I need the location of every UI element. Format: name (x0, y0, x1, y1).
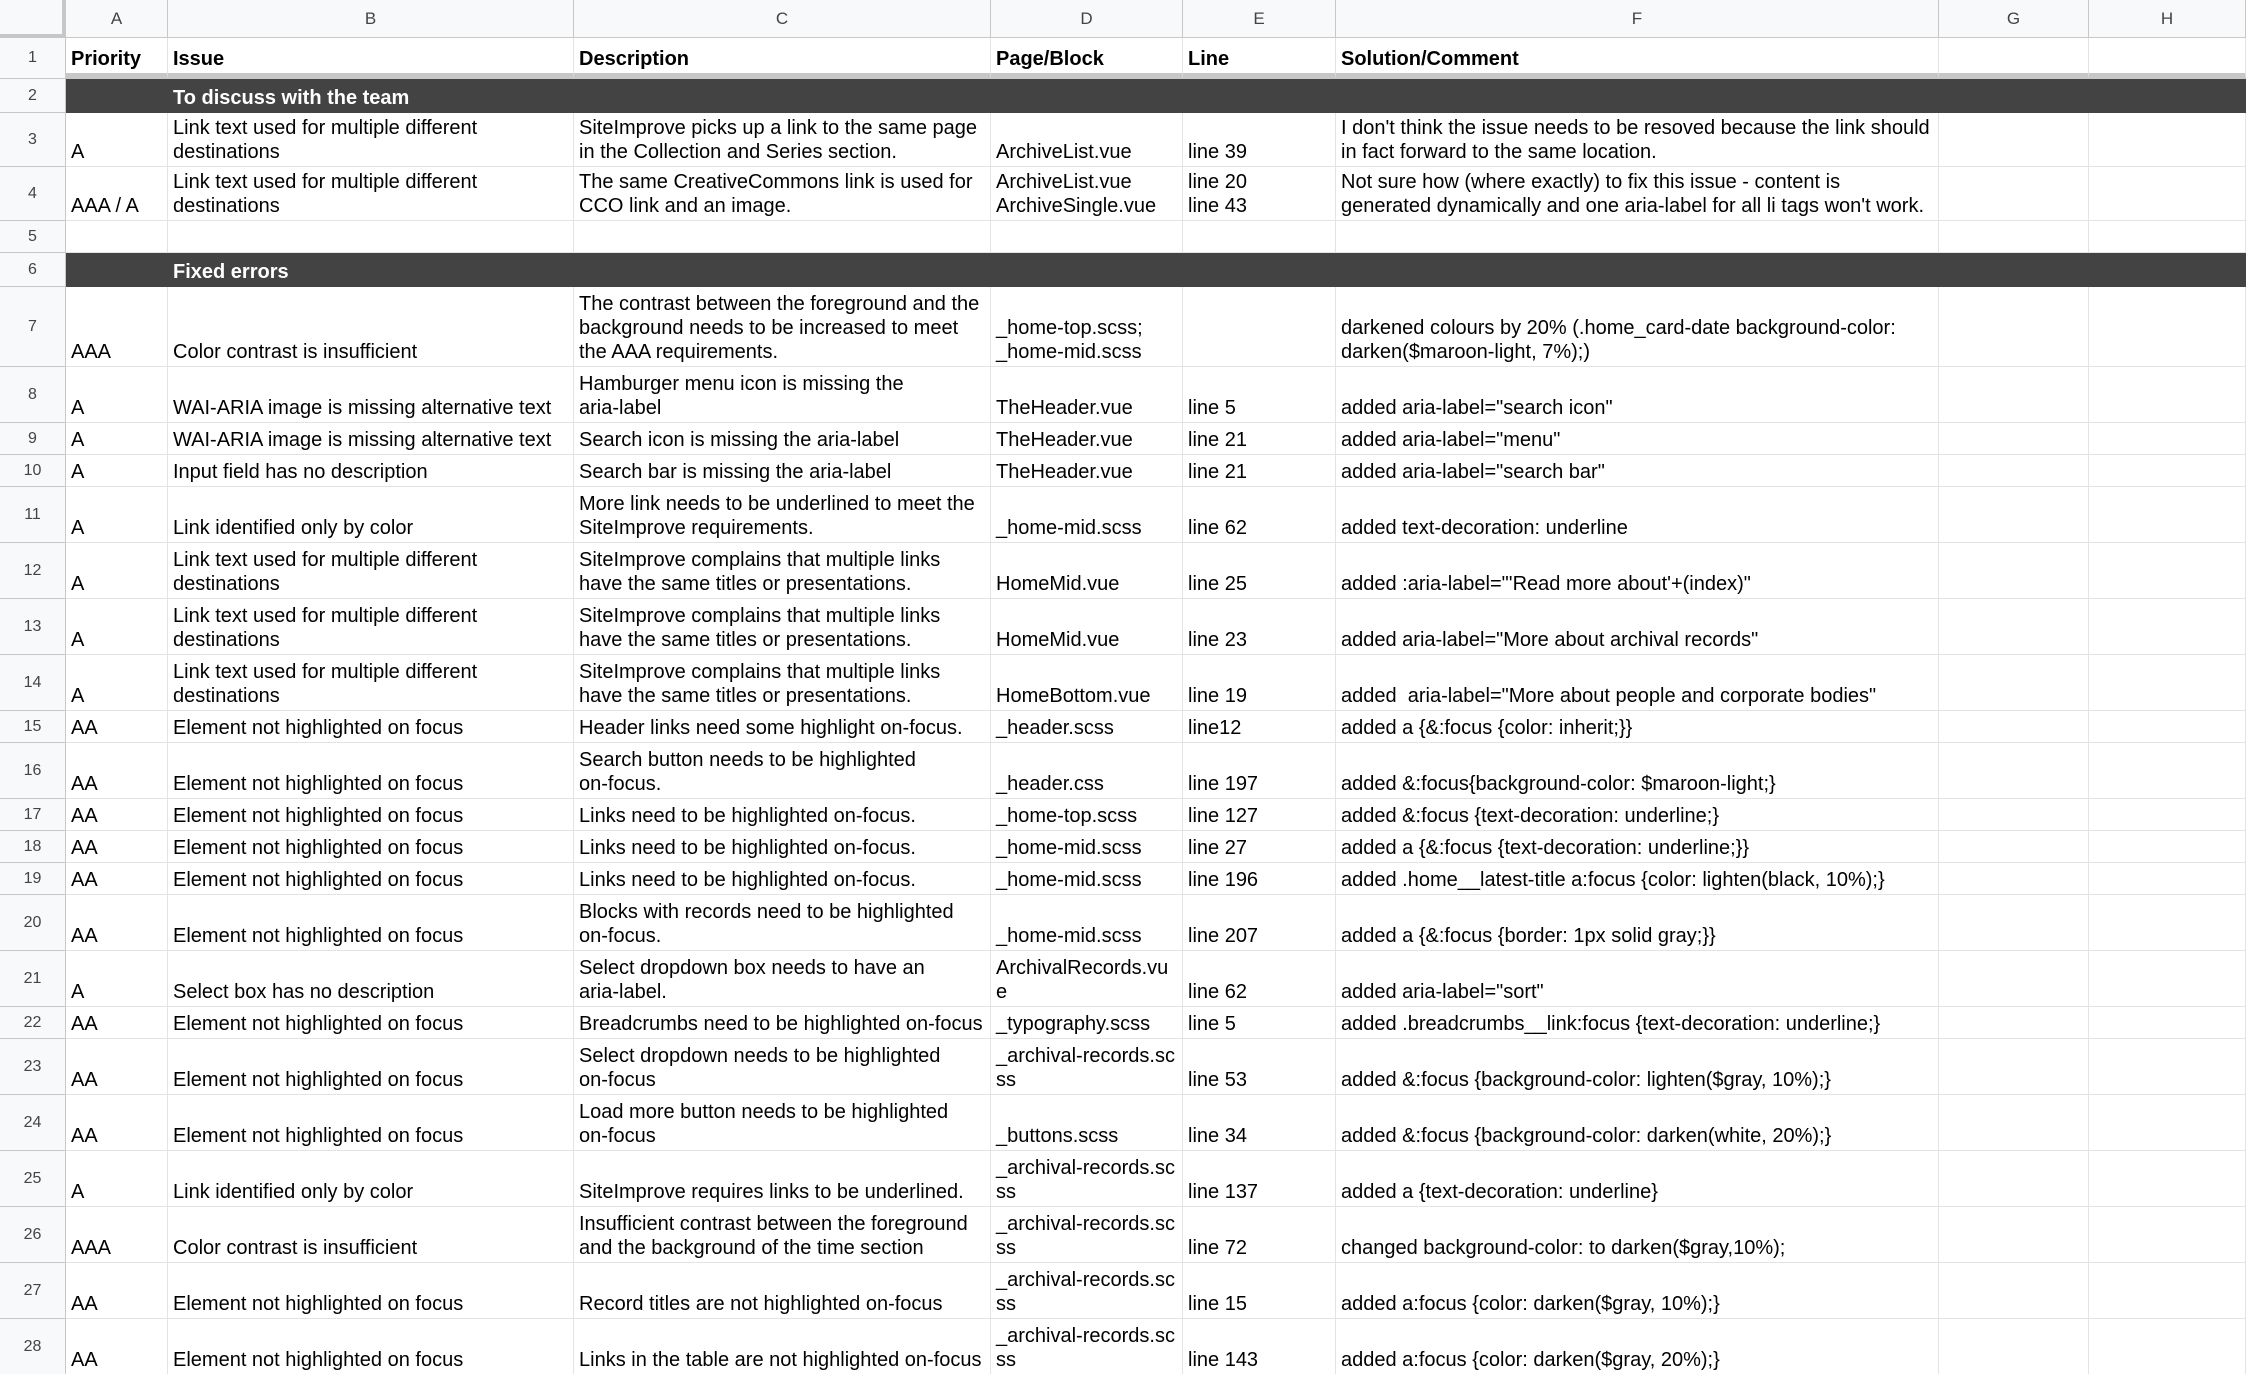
row-number[interactable]: 19 (0, 863, 66, 895)
cell-b24[interactable]: Element not highlighted on focus (168, 1095, 574, 1151)
cell-a7[interactable]: AAA (66, 287, 168, 367)
cell-a25[interactable]: A (66, 1151, 168, 1207)
cell-a6[interactable] (66, 253, 168, 287)
cell-d10[interactable]: TheHeader.vue (991, 455, 1183, 487)
cell-e2[interactable] (1183, 79, 1336, 113)
cell-d21[interactable]: ArchivalRecords.vu e (991, 951, 1183, 1007)
cell-f22[interactable]: added .breadcrumbs__link:focus {text-decoration: underline;} (1336, 1007, 1939, 1039)
row-number[interactable]: 10 (0, 455, 66, 487)
cell-d17[interactable]: _home-top.scss (991, 799, 1183, 831)
cell-e18[interactable]: line 27 (1183, 831, 1336, 863)
cell-d14[interactable]: HomeBottom.vue (991, 655, 1183, 711)
cell-d2[interactable] (991, 79, 1183, 113)
cell-a28[interactable]: AA (66, 1319, 168, 1374)
table-row (0, 487, 2246, 543)
column-header-d[interactable]: D (991, 0, 1183, 38)
column-header-a[interactable]: A (66, 0, 168, 38)
cell-a11[interactable]: A (66, 487, 168, 543)
table-row (0, 863, 2246, 895)
row-number[interactable]: 18 (0, 831, 66, 863)
column-header-g[interactable]: G (1939, 0, 2089, 38)
cell-f3[interactable]: I don't think the issue needs to be resoved because the link should in fact forward to the same location. (1336, 113, 1939, 167)
table-row (0, 951, 2246, 1007)
cell-h5[interactable] (2089, 221, 2246, 253)
cell-g13[interactable] (1939, 599, 2089, 655)
cell-b6[interactable]: Fixed errors (168, 253, 574, 287)
cell-a26[interactable]: AAA (66, 1207, 168, 1263)
cell-c2[interactable] (574, 79, 991, 113)
cell-g8[interactable] (1939, 367, 2089, 423)
cell-c15[interactable]: Header links need some highlight on-focus. (574, 711, 991, 743)
cell-b25[interactable]: Link identified only by color (168, 1151, 574, 1207)
cell-d18[interactable]: _home-mid.scss (991, 831, 1183, 863)
cell-a20[interactable]: AA (66, 895, 168, 951)
cell-c10[interactable]: Search bar is missing the aria-label (574, 455, 991, 487)
column-header-f[interactable]: F (1336, 0, 1939, 38)
cell-g6[interactable] (1939, 253, 2089, 287)
cell-d11[interactable]: _home-mid.scss (991, 487, 1183, 543)
cell-g22[interactable] (1939, 1007, 2089, 1039)
cell-b27[interactable]: Element not highlighted on focus (168, 1263, 574, 1319)
cell-h28[interactable] (2089, 1319, 2246, 1374)
cell-h9[interactable] (2089, 423, 2246, 455)
cell-h20[interactable] (2089, 895, 2246, 951)
cell-e27[interactable]: line 15 (1183, 1263, 1336, 1319)
cell-h27[interactable] (2089, 1263, 2246, 1319)
cell-e6[interactable] (1183, 253, 1336, 287)
cell-c22[interactable]: Breadcrumbs need to be highlighted on-focus (574, 1007, 991, 1039)
cell-h24[interactable] (2089, 1095, 2246, 1151)
cell-a5[interactable] (66, 221, 168, 253)
cell-c18[interactable]: Links need to be highlighted on-focus. (574, 831, 991, 863)
cell-c27[interactable]: Record titles are not highlighted on-focus (574, 1263, 991, 1319)
cell-f17[interactable]: added &:focus {text-decoration: underline;} (1336, 799, 1939, 831)
cell-f1[interactable]: Solution/Comment (1336, 38, 1939, 79)
table-row (0, 1039, 2246, 1095)
cell-h17[interactable] (2089, 799, 2246, 831)
cell-d19[interactable]: _home-mid.scss (991, 863, 1183, 895)
cell-c16[interactable]: Search button needs to be highlighted on-focus. (574, 743, 991, 799)
cell-e24[interactable]: line 34 (1183, 1095, 1336, 1151)
row-number[interactable]: 6 (0, 253, 66, 287)
cell-g5[interactable] (1939, 221, 2089, 253)
cell-g4[interactable] (1939, 167, 2089, 221)
cell-h2[interactable] (2089, 79, 2246, 113)
cell-c20[interactable]: Blocks with records need to be highlighted on-focus. (574, 895, 991, 951)
cell-g2[interactable] (1939, 79, 2089, 113)
cell-a23[interactable]: AA (66, 1039, 168, 1095)
cell-f12[interactable]: added :aria-label="'Read more about'+(index)" (1336, 543, 1939, 599)
cell-d15[interactable]: _header.scss (991, 711, 1183, 743)
column-header-e[interactable]: E (1183, 0, 1336, 38)
cell-c25[interactable]: SiteImprove requires links to be underlined. (574, 1151, 991, 1207)
row-number[interactable]: 14 (0, 655, 66, 711)
column-header-b[interactable]: B (168, 0, 574, 38)
table-row (0, 799, 2246, 831)
cell-c21[interactable]: Select dropdown box needs to have an aria-label. (574, 951, 991, 1007)
cell-f4[interactable]: Not sure how (where exactly) to fix this issue - content is generated dynamically and one aria-label for all li tags won't work. (1336, 167, 1939, 221)
cell-e16[interactable]: line 197 (1183, 743, 1336, 799)
cell-d5[interactable] (991, 221, 1183, 253)
cell-c17[interactable]: Links need to be highlighted on-focus. (574, 799, 991, 831)
cell-f8[interactable]: added aria-label="search icon" (1336, 367, 1939, 423)
cell-f7[interactable]: darkened colours by 20% (.home_card-date background-color: darken($maroon-light, 7%);) (1336, 287, 1939, 367)
cell-c11[interactable]: More link needs to be underlined to meet the SiteImprove requirements. (574, 487, 991, 543)
table-row (0, 113, 2246, 167)
cell-c6[interactable] (574, 253, 991, 287)
cell-b5[interactable] (168, 221, 574, 253)
cell-e3[interactable]: line 39 (1183, 113, 1336, 167)
table-row (0, 1095, 2246, 1151)
section-row (0, 79, 2246, 113)
cell-h22[interactable] (2089, 1007, 2246, 1039)
cell-h21[interactable] (2089, 951, 2246, 1007)
cell-a16[interactable]: AA (66, 743, 168, 799)
table-row (0, 1151, 2246, 1207)
cell-f14[interactable]: added aria-label="More about people and corporate bodies" (1336, 655, 1939, 711)
row-number[interactable]: 4 (0, 167, 66, 221)
cell-b18[interactable]: Element not highlighted on focus (168, 831, 574, 863)
cell-b10[interactable]: Input field has no description (168, 455, 574, 487)
cell-e22[interactable]: line 5 (1183, 1007, 1336, 1039)
cell-a18[interactable]: AA (66, 831, 168, 863)
row-number[interactable]: 1 (0, 38, 66, 79)
cell-g26[interactable] (1939, 1207, 2089, 1263)
cell-c9[interactable]: Search icon is missing the aria-label (574, 423, 991, 455)
cell-e9[interactable]: line 21 (1183, 423, 1336, 455)
table-row (0, 1263, 2246, 1319)
table-row (0, 655, 2246, 711)
row-number[interactable]: 8 (0, 367, 66, 423)
row-number[interactable]: 25 (0, 1151, 66, 1207)
cell-c23[interactable]: Select dropdown needs to be highlighted on-focus (574, 1039, 991, 1095)
cell-d8[interactable]: TheHeader.vue (991, 367, 1183, 423)
table-row (0, 167, 2246, 221)
cell-f9[interactable]: added aria-label="menu" (1336, 423, 1939, 455)
cell-b21[interactable]: Select box has no description (168, 951, 574, 1007)
cell-d4[interactable]: ArchiveList.vue ArchiveSingle.vue (991, 167, 1183, 221)
table-header-row (0, 38, 2246, 79)
cell-e10[interactable]: line 21 (1183, 455, 1336, 487)
cell-d3[interactable]: ArchiveList.vue (991, 113, 1183, 167)
cell-c24[interactable]: Load more button needs to be highlighted on-focus (574, 1095, 991, 1151)
cell-e15[interactable]: line12 (1183, 711, 1336, 743)
cell-b28[interactable]: Element not highlighted on focus (168, 1319, 574, 1374)
cell-e12[interactable]: line 25 (1183, 543, 1336, 599)
cell-e14[interactable]: line 19 (1183, 655, 1336, 711)
cell-b23[interactable]: Element not highlighted on focus (168, 1039, 574, 1095)
cell-h11[interactable] (2089, 487, 2246, 543)
cell-h7[interactable] (2089, 287, 2246, 367)
cell-g3[interactable] (1939, 113, 2089, 167)
cell-f6[interactable] (1336, 253, 1939, 287)
table-row (0, 423, 2246, 455)
cell-b8[interactable]: WAI-ARIA image is missing alternative text (168, 367, 574, 423)
cell-h14[interactable] (2089, 655, 2246, 711)
cell-c28[interactable]: Links in the table are not highlighted on-focus (574, 1319, 991, 1374)
cell-g16[interactable] (1939, 743, 2089, 799)
cell-f21[interactable]: added aria-label="sort" (1336, 951, 1939, 1007)
cell-g17[interactable] (1939, 799, 2089, 831)
cell-a22[interactable]: AA (66, 1007, 168, 1039)
row-number[interactable]: 9 (0, 423, 66, 455)
cell-g7[interactable] (1939, 287, 2089, 367)
cell-e13[interactable]: line 23 (1183, 599, 1336, 655)
cell-e5[interactable] (1183, 221, 1336, 253)
cell-c4[interactable]: The same CreativeCommons link is used for CCO link and an image. (574, 167, 991, 221)
cell-g21[interactable] (1939, 951, 2089, 1007)
cell-b17[interactable]: Element not highlighted on focus (168, 799, 574, 831)
cell-a1[interactable]: Priority (66, 38, 168, 79)
cell-d12[interactable]: HomeMid.vue (991, 543, 1183, 599)
cell-g12[interactable] (1939, 543, 2089, 599)
table-row (0, 1007, 2246, 1039)
cell-f10[interactable]: added aria-label="search bar" (1336, 455, 1939, 487)
row-number[interactable]: 24 (0, 1095, 66, 1151)
row-number[interactable]: 11 (0, 487, 66, 543)
cell-g15[interactable] (1939, 711, 2089, 743)
cell-f28[interactable]: added a:focus {color: darken($gray, 20%);} (1336, 1319, 1939, 1374)
section-row (0, 253, 2246, 287)
table-row (0, 599, 2246, 655)
cell-d22[interactable]: _typography.scss (991, 1007, 1183, 1039)
row-number[interactable]: 2 (0, 79, 66, 113)
cell-a15[interactable]: AA (66, 711, 168, 743)
cell-h18[interactable] (2089, 831, 2246, 863)
cell-b14[interactable]: Link text used for multiple different destinations (168, 655, 574, 711)
cell-a19[interactable]: AA (66, 863, 168, 895)
cell-d26[interactable]: _archival-records.sc ss (991, 1207, 1183, 1263)
cell-a9[interactable]: A (66, 423, 168, 455)
cell-h13[interactable] (2089, 599, 2246, 655)
table-row (0, 287, 2246, 367)
column-header-c[interactable]: C (574, 0, 991, 38)
cell-d7[interactable]: _home-top.scss; _home-mid.scss (991, 287, 1183, 367)
cell-b11[interactable]: Link identified only by color (168, 487, 574, 543)
cell-e26[interactable]: line 72 (1183, 1207, 1336, 1263)
cell-d24[interactable]: _buttons.scss (991, 1095, 1183, 1151)
cell-g10[interactable] (1939, 455, 2089, 487)
row-number[interactable]: 5 (0, 221, 66, 253)
table-row (0, 743, 2246, 799)
cell-b12[interactable]: Link text used for multiple different destinations (168, 543, 574, 599)
row-number[interactable]: 15 (0, 711, 66, 743)
cell-b2[interactable]: To discuss with the team (168, 79, 574, 113)
cell-h23[interactable] (2089, 1039, 2246, 1095)
cell-d6[interactable] (991, 253, 1183, 287)
cell-a2[interactable] (66, 79, 168, 113)
cell-c1[interactable]: Description (574, 38, 991, 79)
cell-g19[interactable] (1939, 863, 2089, 895)
cell-a10[interactable]: A (66, 455, 168, 487)
cell-e19[interactable]: line 196 (1183, 863, 1336, 895)
cell-g1[interactable] (1939, 38, 2089, 79)
cell-a17[interactable]: AA (66, 799, 168, 831)
cell-f11[interactable]: added text-decoration: underline (1336, 487, 1939, 543)
cell-e11[interactable]: line 62 (1183, 487, 1336, 543)
row-number[interactable]: 23 (0, 1039, 66, 1095)
cell-h25[interactable] (2089, 1151, 2246, 1207)
cell-d23[interactable]: _archival-records.sc ss (991, 1039, 1183, 1095)
cell-a3[interactable]: A (66, 113, 168, 167)
cell-h19[interactable] (2089, 863, 2246, 895)
cell-b15[interactable]: Element not highlighted on focus (168, 711, 574, 743)
cell-h10[interactable] (2089, 455, 2246, 487)
cell-b9[interactable]: WAI-ARIA image is missing alternative text (168, 423, 574, 455)
cell-d1[interactable]: Page/Block (991, 38, 1183, 79)
cell-b16[interactable]: Element not highlighted on focus (168, 743, 574, 799)
cell-a8[interactable]: A (66, 367, 168, 423)
cell-e1[interactable]: Line (1183, 38, 1336, 79)
table-row (0, 711, 2246, 743)
cell-h3[interactable] (2089, 113, 2246, 167)
cell-a4[interactable]: AAA / A (66, 167, 168, 221)
table-row (0, 831, 2246, 863)
cell-c14[interactable]: SiteImprove complains that multiple links have the same titles or presentations. (574, 655, 991, 711)
cell-g27[interactable] (1939, 1263, 2089, 1319)
cell-b4[interactable]: Link text used for multiple different destinations (168, 167, 574, 221)
cell-h1[interactable] (2089, 38, 2246, 79)
cell-c5[interactable] (574, 221, 991, 253)
cell-g18[interactable] (1939, 831, 2089, 863)
cell-d28[interactable]: _archival-records.sc ss (991, 1319, 1183, 1374)
cell-f23[interactable]: added &:focus {background-color: lighten($gray, 10%);} (1336, 1039, 1939, 1095)
cell-g24[interactable] (1939, 1095, 2089, 1151)
cell-f18[interactable]: added a {&:focus {text-decoration: underline;}} (1336, 831, 1939, 863)
cell-g11[interactable] (1939, 487, 2089, 543)
cell-c8[interactable]: Hamburger menu icon is missing the aria-label (574, 367, 991, 423)
cell-h8[interactable] (2089, 367, 2246, 423)
cell-c12[interactable]: SiteImprove complains that multiple links have the same titles or presentations. (574, 543, 991, 599)
cell-a13[interactable]: A (66, 599, 168, 655)
cell-e20[interactable]: line 207 (1183, 895, 1336, 951)
cell-c3[interactable]: SiteImprove picks up a link to the same page in the Collection and Series section. (574, 113, 991, 167)
cell-d16[interactable]: _header.css (991, 743, 1183, 799)
cell-a27[interactable]: AA (66, 1263, 168, 1319)
cell-e8[interactable]: line 5 (1183, 367, 1336, 423)
cell-d25[interactable]: _archival-records.sc ss (991, 1151, 1183, 1207)
cell-h6[interactable] (2089, 253, 2246, 287)
cell-f25[interactable]: added a {text-decoration: underline} (1336, 1151, 1939, 1207)
cell-h12[interactable] (2089, 543, 2246, 599)
row-number[interactable]: 27 (0, 1263, 66, 1319)
table-row (0, 1319, 2246, 1374)
table-row (0, 221, 2246, 253)
row-number[interactable]: 7 (0, 287, 66, 367)
cell-a24[interactable]: AA (66, 1095, 168, 1151)
cell-e17[interactable]: line 127 (1183, 799, 1336, 831)
cell-g14[interactable] (1939, 655, 2089, 711)
column-header-h[interactable]: H (2089, 0, 2246, 38)
cell-g23[interactable] (1939, 1039, 2089, 1095)
table-row (0, 455, 2246, 487)
cell-g9[interactable] (1939, 423, 2089, 455)
row-number[interactable]: 26 (0, 1207, 66, 1263)
cell-f15[interactable]: added a {&:focus {color: inherit;}} (1336, 711, 1939, 743)
cell-a21[interactable]: A (66, 951, 168, 1007)
row-number[interactable]: 16 (0, 743, 66, 799)
cell-g20[interactable] (1939, 895, 2089, 951)
cell-c19[interactable]: Links need to be highlighted on-focus. (574, 863, 991, 895)
cell-f5[interactable] (1336, 221, 1939, 253)
cell-f2[interactable] (1336, 79, 1939, 113)
cell-f16[interactable]: added &:focus{background-color: $maroon-light;} (1336, 743, 1939, 799)
cell-d20[interactable]: _home-mid.scss (991, 895, 1183, 951)
cell-e4[interactable]: line 20 line 43 (1183, 167, 1336, 221)
row-number[interactable]: 20 (0, 895, 66, 951)
cell-d27[interactable]: _archival-records.sc ss (991, 1263, 1183, 1319)
table-row (0, 367, 2246, 423)
cell-d9[interactable]: TheHeader.vue (991, 423, 1183, 455)
cell-e7[interactable] (1183, 287, 1336, 367)
table-row (0, 1207, 2246, 1263)
cell-b19[interactable]: Element not highlighted on focus (168, 863, 574, 895)
cell-h16[interactable] (2089, 743, 2246, 799)
cell-f26[interactable]: changed background-color: to darken($gray,10%); (1336, 1207, 1939, 1263)
cell-f20[interactable]: added a {&:focus {border: 1px solid gray;}} (1336, 895, 1939, 951)
cell-c13[interactable]: SiteImprove complains that multiple links have the same titles or presentations. (574, 599, 991, 655)
cell-b22[interactable]: Element not highlighted on focus (168, 1007, 574, 1039)
column-header-row (0, 0, 2246, 38)
row-number[interactable]: 22 (0, 1007, 66, 1039)
cell-b3[interactable]: Link text used for multiple different destinations (168, 113, 574, 167)
cell-e21[interactable]: line 62 (1183, 951, 1336, 1007)
cell-c7[interactable]: The contrast between the foreground and the background needs to be increased to meet the AAA requirements. (574, 287, 991, 367)
cell-f19[interactable]: added .home__latest-title a:focus {color: lighten(black, 10%);} (1336, 863, 1939, 895)
cell-b1[interactable]: Issue (168, 38, 574, 79)
cell-b20[interactable]: Element not highlighted on focus (168, 895, 574, 951)
row-number[interactable]: 12 (0, 543, 66, 599)
cell-g25[interactable] (1939, 1151, 2089, 1207)
row-number[interactable]: 3 (0, 113, 66, 167)
cell-h4[interactable] (2089, 167, 2246, 221)
cell-g28[interactable] (1939, 1319, 2089, 1374)
row-number[interactable]: 21 (0, 951, 66, 1007)
cell-c26[interactable]: Insufficient contrast between the foreground and the background of the time section (574, 1207, 991, 1263)
cell-a14[interactable]: A (66, 655, 168, 711)
cell-a12[interactable]: A (66, 543, 168, 599)
row-number[interactable]: 13 (0, 599, 66, 655)
table-row (0, 895, 2246, 951)
table-row (0, 543, 2246, 599)
row-number[interactable]: 28 (0, 1319, 66, 1374)
cell-b7[interactable]: Color contrast is insufficient (168, 287, 574, 367)
cell-e23[interactable]: line 53 (1183, 1039, 1336, 1095)
cell-b26[interactable]: Color contrast is insufficient (168, 1207, 574, 1263)
cell-f24[interactable]: added &:focus {background-color: darken(white, 20%);} (1336, 1095, 1939, 1151)
cell-e25[interactable]: line 137 (1183, 1151, 1336, 1207)
cell-f13[interactable]: added aria-label="More about archival records" (1336, 599, 1939, 655)
cell-f27[interactable]: added a:focus {color: darken($gray, 10%);} (1336, 1263, 1939, 1319)
cell-h15[interactable] (2089, 711, 2246, 743)
row-number[interactable]: 17 (0, 799, 66, 831)
cell-d13[interactable]: HomeMid.vue (991, 599, 1183, 655)
cell-h26[interactable] (2089, 1207, 2246, 1263)
cell-e28[interactable]: line 143 (1183, 1319, 1336, 1374)
cell-b13[interactable]: Link text used for multiple different destinations (168, 599, 574, 655)
